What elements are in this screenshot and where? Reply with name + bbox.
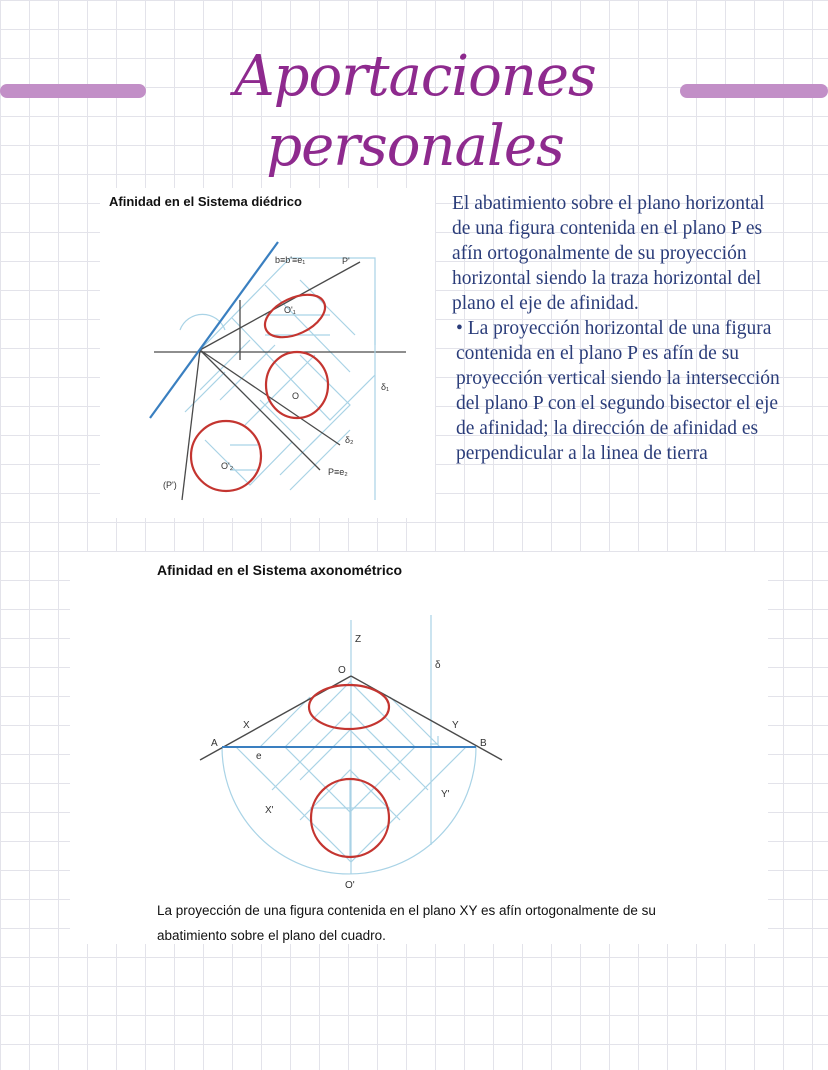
figure2-label-x: X [243,720,250,731]
figure1-title: Afinidad en el Sistema diédrico [109,194,302,209]
figure2-caption [157,898,757,948]
figure2-label-a: A [211,738,218,749]
figure2-label-delta: δ [435,660,441,671]
figure2-label-e: e [256,751,262,762]
figure2-label-b: B [480,738,487,749]
figure2-construction-lines [222,615,476,874]
figure1-label-o2: O'₂ [221,461,234,471]
figure2-label-o-prime: O' [345,880,355,891]
figure1-label-delta2: δ₂ [345,435,354,445]
figure2-title: Afinidad en el Sistema axonométrico [157,562,403,578]
figure1-label-p-prime: P' [342,256,350,266]
figure2-label-y-prime: Y' [441,789,450,800]
figure2-label-o: O [338,665,346,676]
figure2-label-x-prime: X' [265,805,274,816]
figure2-label-y: Y [452,720,459,731]
figure1-label-b: b≡b'≡e₁ [275,255,306,265]
figure1-label-o1: O'₁ [284,305,296,315]
figure2-ellipse-top [309,685,389,729]
page-title: Aportaciones personales [234,44,596,179]
figure1-label-o: O [292,391,300,401]
figure2-caption-line1: La proyección de una figura contenida en el plano XY es afín ortogonalmente de su [157,903,656,918]
figure1-label-p-e2: P≡e₂ [328,467,348,477]
figure1-label-delta1: δ₁ [381,382,390,392]
description-paragraph: El abatimiento sobre el plano horizontal de una figura contenida en el plano P es afín ortogonalmente de su proyección horizontal siendo la traza horizontal del plano el eje de afinidad. [452,193,765,314]
figure2-label-z: Z [355,634,362,645]
figure1-label-p-paren: (P') [163,480,177,490]
description-bullet: • La proyección horizontal de una figura contenida en el plano P es afín de su proyección vertical siendo la intersección del plano P con el segundo bisector el eje de afinidad; la dirección de afinidad es perpendicular a la linea de tierra [456,318,780,464]
figure2-caption-line2: abatimiento sobre el plano del cuadro. [157,928,386,943]
